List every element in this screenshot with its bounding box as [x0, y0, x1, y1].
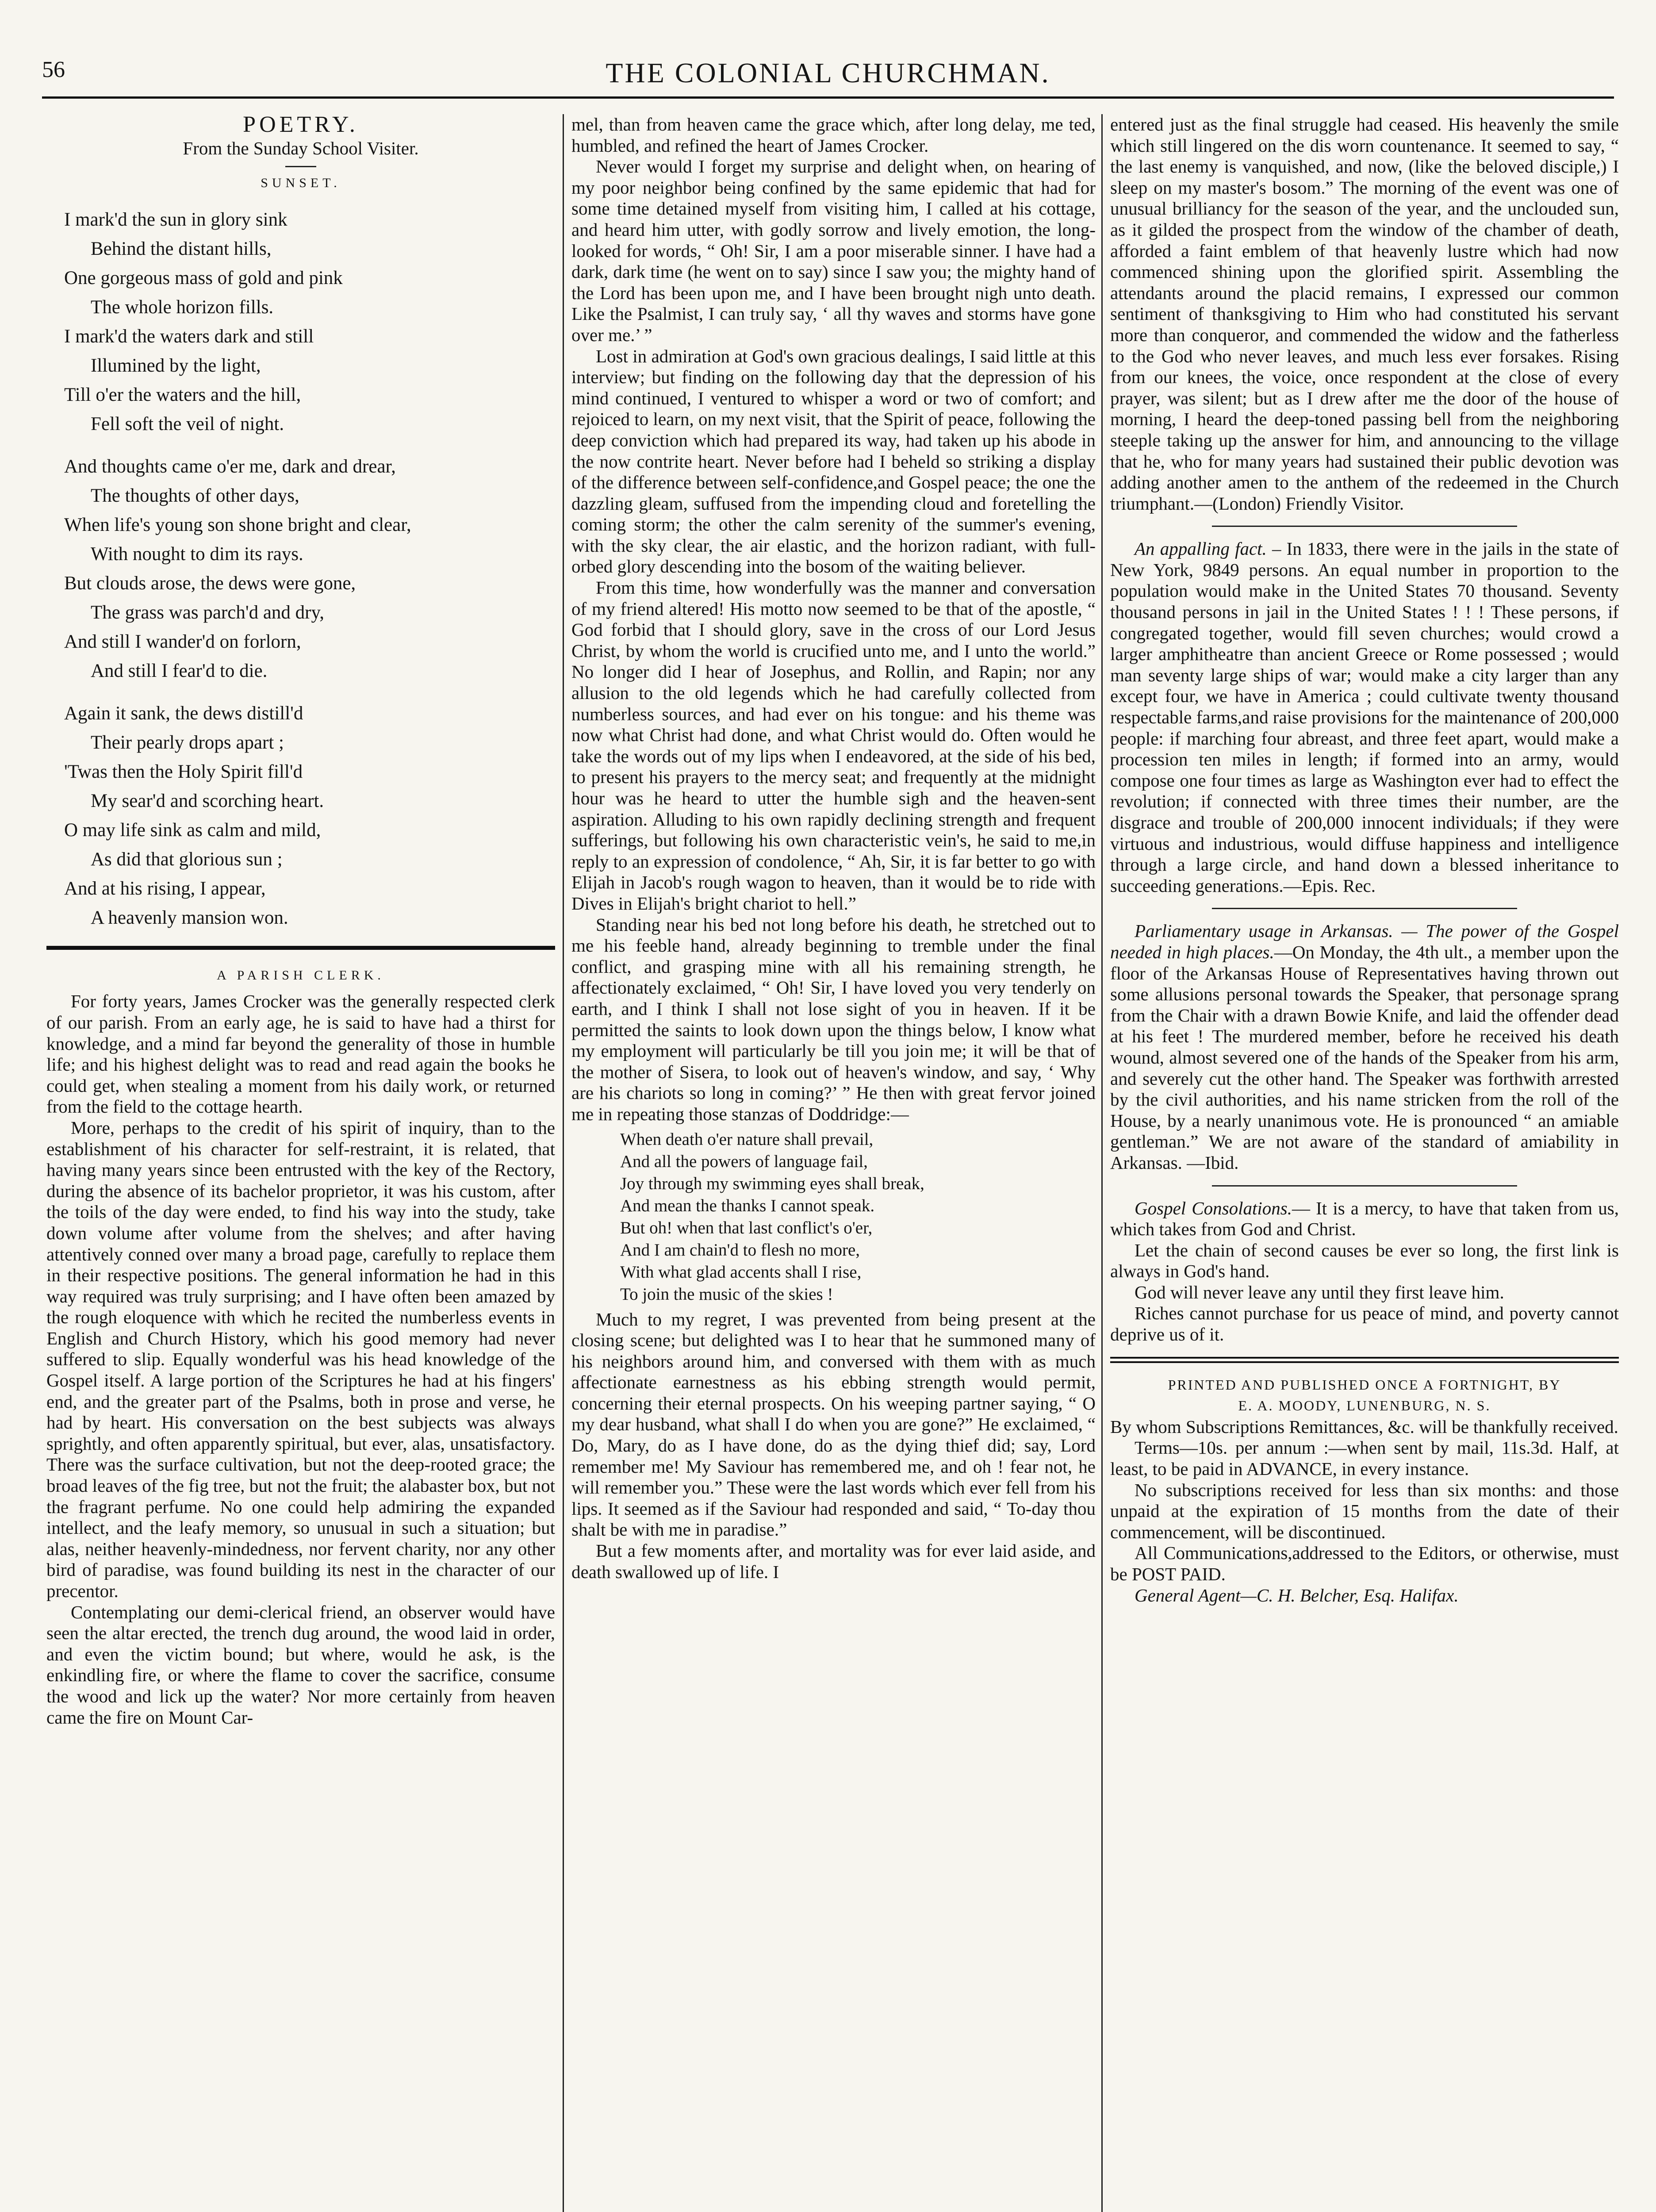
masthead [42, 57, 1614, 101]
poem-line: Till o'er the waters and the hill, [64, 384, 301, 405]
poem-line: Again it sank, the dews distill'd [64, 703, 303, 724]
article-paragraph: entered just as the final struggle had ceased. His heavenly the smile which still lingered on the dis worn countenance. It seemed to say, “ the last enemy is vanquished, and now, (like the beloved disciple,) I sleep on my master's bosom.” The morning of the event was one of unusual brilliancy for the season of the year, and the unclouded sun, as it gilded the prospect from the window of the chamber of death, afforded a faint emblem of that heavenly lustre which had now commenced shining upon the glorified spirit. Assembling the attendants around the placid remains, I expressed our common sentiment of thanksgiving to Him who had constituted his servant more than conqueror, and commended the widow and the fatherless to the God who never leaves, and much less ever forsakes. Rising from our knees, the voice, once respondent at the close of every prayer, was silent; but as I drew after me the door of the house of morning, I heard the deep-toned passing bell from the neighboring steeple taking up the answer for him, and announcing to the village that he, who for many years had sustained their public devotion was adding another amen to the anthem of the redeemed in the Church triumphant.—(London) Friendly Visitor. [1110, 114, 1619, 514]
section-rule [1212, 526, 1517, 527]
poem-line: The whole horizon fills. [91, 296, 274, 318]
poem-line: Illumined by the light, [91, 355, 261, 376]
article-paragraph: Contemplating our demi-clerical friend, an observer would have seen the altar erected, the trench dug around, the wood laid in order, and even the victim bound; but where, would he ask, is the enkindling fire, or where the flame to cover the sacrifice, consume the wood and lick up the water? Nor more certainly from heaven came the fire on Mount Car- [46, 1601, 555, 1728]
hymn-stanzas [620, 1129, 1096, 1306]
poem-line: My sear'd and scorching heart. [91, 790, 324, 811]
column-3 [1110, 114, 1619, 2212]
imprint-agent: General Agent—C. H. Belcher, Esq. Halifax. [1135, 1585, 1459, 1605]
item-title: Gospel Consolations. [1135, 1198, 1292, 1218]
masthead-rule [42, 96, 1614, 99]
item-body: – In 1833, there were in the jails in the state of New York, 9849 persons. An equal number in proportion to the population would make in the United States 70 thousand. Seventy thousand persons in jail in the United States ! ! ! These persons, if congregated together, would fill seven churches; would crowd a larger amphitheatre than ancient Greece or Rome possessed ; would man seventy large ships of war; would make a city larger than any except four, we have in America ; could cultivate twenty thousand respectable farms,and raise provisions for the maintenance of 200,000 people: if marching four abreast, and three feet apart, would make a procession ten miles in length; if formed into an army, would compose one four times as large as Washington ever had to effect the revolution; if connected with three times their number, are the disgrace and trouble of 200,000 innocent individuals; if they were virtuous and industrious, would diffuse happiness and intelligence through a large circle, and hand down a blessed inheritance to succeeding generations.—Epis. Rec. [1110, 538, 1619, 896]
imprint-communications: All Communications,addressed to the Editors, or otherwise, must be POST PAID. [1110, 1543, 1619, 1584]
poem-source: From the Sunday School Visiter. [183, 138, 419, 158]
poem-line: I mark'd the sun in glory sink [64, 209, 288, 230]
poem-line: The thoughts of other days, [91, 485, 299, 506]
consolation-line: Let the chain of second causes be ever so long, the first link is always in God's hand. [1110, 1240, 1619, 1282]
column-divider [1101, 114, 1103, 2212]
hymn-line: But oh! when that last conflict's o'er, [620, 1218, 873, 1237]
poem-line: Their pearly drops apart ; [91, 732, 284, 753]
poem-line: I mark'd the waters dark and still [64, 326, 314, 347]
poem-title: SUNSET. [261, 176, 341, 191]
imprint-no-subscriptions: No subscriptions received for less than six months: and those unpaid at the expiration of 15 months from the date of their commencement, will be discontinued. [1110, 1479, 1619, 1542]
page-number: 56 [42, 57, 65, 82]
poem-line: The grass was parch'd and dry, [91, 602, 324, 623]
article-paragraph: From this time, how wonderfully was the manner and conversation of my friend altered! His motto now seemed to be that of the apostle, “ God forbid that I should glory, save in the cross of our Lord Jesus Christ, by whom the world is crucified unto me, and I unto the world.” No longer did I hear of Josephus, and Rollin, and Rapin; nor any allusion to the old legends which he had carefully collected from numberless sources, and had ever on his tongue: and his theme was now what Christ had done, and what Christ would do. Often would he take the words out of my lips when I endeavored, at the side of his bed, to present his prayers to the mercy seat; and frequently at the midnight hour was he heard to utter the humble sigh and the heaven-sent aspiration. Alluding to his own rapidly declining strength and frequent sufferings, but following his own characteristic vein's, he said to me,in reply to an expression of condolence, “ Ah, Sir, it is far better to go with Elijah in Jacob's rough wagon to heaven, than it would be to ride with Dives in Elijah's bright chariot to hell.” [571, 577, 1096, 914]
article-paragraph: But a few moments after, and mortality was for ever laid aside, and death swallowed up of life. I [571, 1540, 1096, 1582]
article-paragraph: Never would I forget my surprise and delight when, on hearing of my poor neighbor being confined by the same epidemic that had for some time detained myself from visiting him, I called at his cottage, and heard him utter, with godly sorrow and lively emotion, the long-looked for words, “ Oh! Sir, I am a poor miserable sinner. I have had a dark, dark time (he went on to say) since I saw you; the mighty hand of the Lord has been upon me, and I have been brought nigh unto death. Like the Psalmist, I can truly say, ‘ all thy waves and storms have gone over me.’ ” [571, 156, 1096, 345]
poem-line: And still I wander'd on forlorn, [64, 631, 301, 652]
poem-line: O may life sink as calm and mild, [64, 819, 321, 841]
hymn-line: And mean the thanks I cannot speak. [620, 1196, 875, 1215]
hymn-line: Joy through my swimming eyes shall break, [620, 1174, 924, 1193]
arkansas-item [1110, 921, 1619, 1173]
article-paragraph: Lost in admiration at God's own gracious dealings, I said little at this interview; but finding on the following day that the depression of his mind continued, I ventured to whisper a word or two of comfort; and rejoiced to learn, on my next visit, that the Spirit of peace, following the deep conviction which had prepared its way, had taken up his abode in the now contrite heart. Never before had I beheld so striking a display of the difference between self-confidence,and Gospel peace; the one the dazzling gleam, suffused from the impending cloud and foretelling the coming storm; the other the calm serenity of the summer's evening, with the sky clear, the air elastic, and the horizon radiant, with full-orbed glory descending into the bosom of the waiting believer. [571, 346, 1096, 577]
poetry-heading: POETRY. [243, 114, 359, 137]
item-body: — It is a mercy, to have that taken from us, which takes from God and Christ. [1110, 1198, 1619, 1240]
hymn-line: And I am chain'd to flesh no more, [620, 1240, 860, 1260]
item-title: An appalling fact. [1135, 538, 1267, 559]
gospel-consolations-item [1110, 1198, 1619, 1240]
poem-line: And thoughts came o'er me, dark and drear, [64, 456, 396, 477]
section-rule [46, 946, 555, 950]
column-1 [46, 114, 555, 2212]
imprint-publisher: E. A. MOODY, LUNENBURG, N. S. [1238, 1398, 1491, 1414]
poem-line: But clouds arose, the dews were gone, [64, 572, 356, 594]
column-2 [571, 114, 1096, 2212]
newspaper-title: THE COLONIAL CHURCHMAN. [606, 57, 1050, 88]
consolation-line: God will never leave any until they first leave him. [1135, 1282, 1504, 1302]
hymn-line: When death o'er nature shall prevail, [620, 1129, 874, 1149]
poem-line: As did that glorious sun ; [91, 849, 283, 870]
hymn-line: With what glad accents shall I rise, [620, 1262, 862, 1282]
hymn-line: To join the music of the skies ! [620, 1284, 833, 1304]
item-body: —On Monday, the 4th ult., a member upon the floor of the Arkansas House of Representatives having thrown out some allusions personal towards the Speaker, that personage sprang from the Chair with a drawn Bowie Knife, and laid the offender dead at his feet ! The murdered member, before he received his death wound, almost severed one of the hands of the Speaker from his arm, and severely cut the other hand. The Speaker was forthwith arrested by the civil authorities, and his name stricken from the roll of the House, by a nearly unanimous vote. He is pronounced “ an amiable gentleman.” We are not aware of the standard of amiability in Arkansas. —Ibid. [1110, 941, 1619, 1173]
article-paragraph: mel, than from heaven came the grace which, after long delay, me ted, humbled, and refined the heart of James Crocker. [571, 114, 1096, 156]
article-paragraph: For forty years, James Crocker was the generally respected clerk of our parish. From an early age, he is said to have had a thirst for knowledge, and a mind far beyond the generality of those in humble life; and his highest delight was to read and read again the books he could get, when stealing a moment from his daily work, or returned from the field to the cottage hearth. [46, 991, 555, 1117]
article-paragraph: More, perhaps to the credit of his spirit of inquiry, than to the establishment of his character for self-restraint, it is related, that having many years since been entrusted with the key of the Rectory, during the absence of its bachelor proprietor, it was his custom, after the toils of the day were ended, to find his way into the study, take down volume after volume from the shelves; and after having attentively conned over many a broad page, carefully to replace them in their respective positions. The general information he had in this way required was truly surprising; and I have often been amazed by the rough eloquence with which he recited the numberless events in English and Church History, which his good memory had never suffered to slip. Equally wonderful was his head knowledge of the Gospel itself. A large portion of the Scriptures he had at his fingers' end, and the greater part of the Psalms, both in prose and verse, he had by heart. His conversation on the best subjects was always sprightly, and often apparently spiritual, but ever, alas, unsatisfactory. There was the surface cultivation, but not the deep-rooted grace; the broad leaves of the fig tree, but not the fruit; the alabaster box, but not the fragrant perfume. No one could help admiring the expanded intellect, and the leafy memory, so unusual in such a situation; but alas, neither heavenly-mindedness, nor fervent charity, nor any other bird of paradise, was found building its nest in the character of our precentor. [46, 1117, 555, 1601]
imprint-terms: Terms—10s. per annum :—when sent by mail, 11s.3d. Half, at least, to be paid in ADVANCE, in every instance. [1110, 1437, 1619, 1479]
article-paragraph: Standing near his bed not long before his death, he stretched out to me his feeble hand, already beginning to tremble under the final conflict, and grasping mine with all his remaining strength, he affectionately exclaimed, “ Oh! Sir, I have loved you very tenderly on earth, and I think I shall not lose sight of you in heaven. If it be permitted the saints to look down upon the things below, I know what my employment will particularly be till you join me; it will be that of the mother of Sisera, to look out of heaven's window, and say, ‘ Why are his chariots so long in coming?’ ” He then with great fervor joined me in repeating those stanzas of Doddridge:— [571, 914, 1096, 1124]
poem-line: One gorgeous mass of gold and pink [64, 267, 343, 288]
poem-line: A heavenly mansion won. [91, 907, 288, 928]
section-rule [1212, 908, 1517, 909]
poem-line: And at his rising, I appear, [64, 878, 266, 899]
poem-line: When life's young son shone bright and clear, [64, 514, 411, 535]
poem-line: With nought to dim its rays. [91, 543, 303, 565]
imprint-line: PRINTED AND PUBLISHED ONCE A FORTNIGHT, BY [1168, 1376, 1561, 1393]
stanza-gap [64, 439, 555, 452]
hymn-line: And all the powers of language fail, [620, 1152, 868, 1171]
imprint-subscriptions: By whom Subscriptions Remittances, &c. will be thankfully received. [1110, 1416, 1618, 1437]
item-title: Parliamentary usage in Arkansas. — The power of the Gospel needed in high places. [1110, 921, 1619, 962]
poem-line: Behind the distant hills, [91, 238, 272, 259]
poem-line: 'Twas then the Holy Spirit fill'd [64, 761, 303, 782]
appalling-fact-item [1110, 538, 1619, 896]
poem-line: And still I fear'd to die. [91, 660, 268, 681]
article-title: A PARISH CLERK. [217, 968, 385, 983]
poem-line: Fell soft the veil of night. [91, 413, 284, 434]
imprint [1110, 1375, 1619, 1606]
double-rule [1110, 1357, 1619, 1363]
short-rule [285, 166, 316, 167]
section-rule [1212, 1185, 1517, 1187]
poem-sunset [64, 205, 555, 933]
article-paragraph: Much to my regret, I was prevented from being present at the closing scene; but delighted was I to hear that he summoned many of his neighbors around him, and conversed with them with as much affectionate earnestness as his ebbing strength would permit, concerning their eternal prospects. On his weeping partner saying, “ O my dear husband, what shall I do when you are gone?” He exclaimed, “ Do, Mary, do as I have done, do as the dying thief did; say, Lord remember me! My Saviour has remembered me, and oh ! fear not, he will remember you.” These were the last words which ever fell from his lips. It seemed as if the Saviour had responded and said, “ To-day thou shalt be with me in paradise.” [571, 1309, 1096, 1540]
consolation-line: Riches cannot purchase for us peace of mind, and poverty cannot deprive us of it. [1110, 1303, 1619, 1345]
stanza-gap [64, 686, 555, 699]
column-divider [563, 114, 564, 2212]
